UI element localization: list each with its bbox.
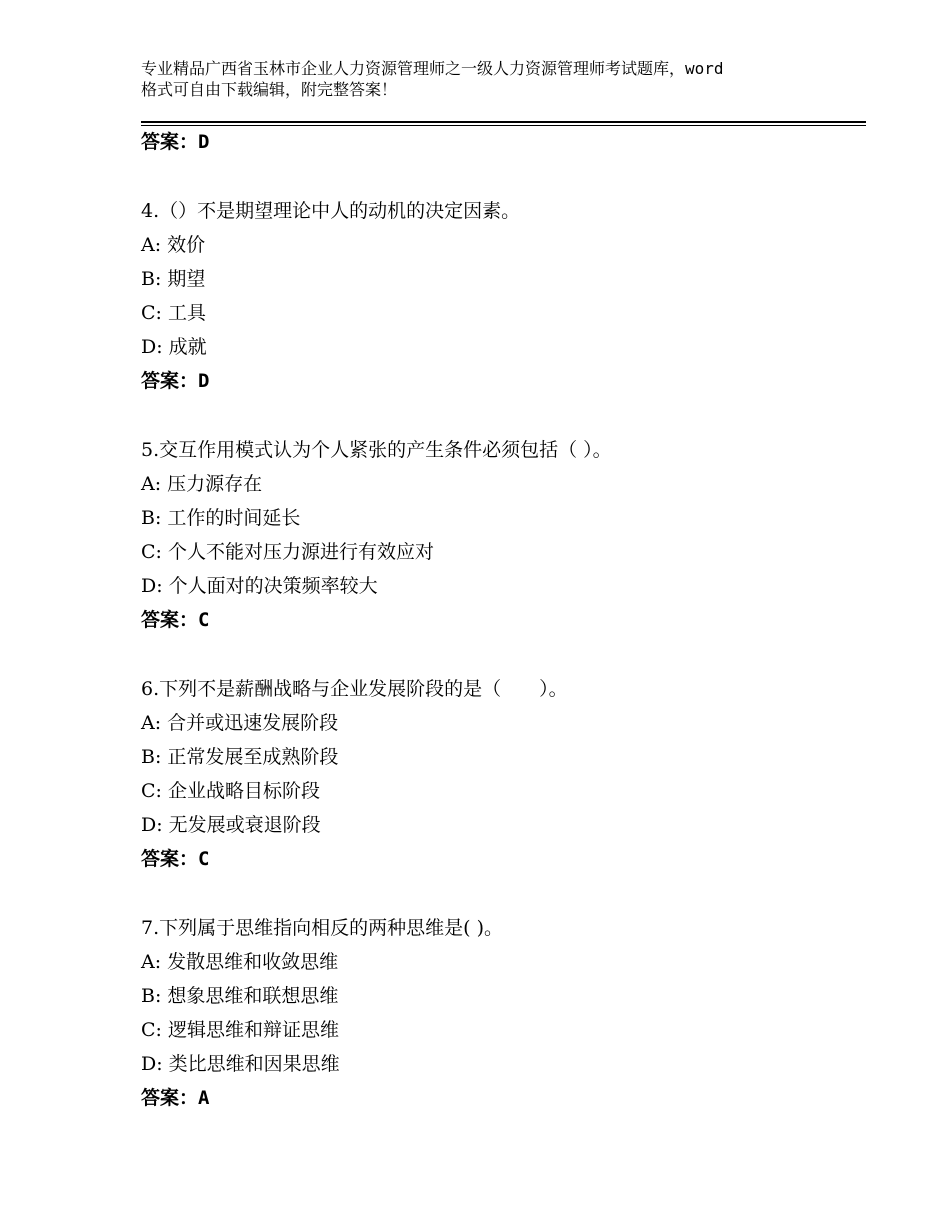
option-c: C: 企业战略目标阶段 — [141, 780, 320, 802]
question-stem: 4.（）不是期望理论中人的动机的决定因素。 — [141, 200, 521, 222]
question-4 — [141, 194, 861, 398]
header-title-line-1: 专业精品广西省玉林市企业人力资源管理师之一级人力资源管理师考试题库，word — [141, 59, 724, 78]
header-divider-thin — [141, 125, 866, 126]
answer-line — [141, 603, 861, 637]
option-d: D: 个人面对的决策频率较大 — [141, 575, 378, 597]
answer-label: 答案： — [141, 848, 199, 870]
option-b: B: 想象思维和联想思维 — [141, 985, 339, 1007]
question-stem: 6.下列不是薪酬战略与企业发展阶段的是（ ）。 — [141, 678, 568, 700]
answer-line — [141, 364, 861, 398]
option-a: A: 压力源存在 — [141, 473, 263, 495]
answer-line — [141, 842, 861, 876]
question-7 — [141, 911, 861, 1115]
document-header — [141, 58, 831, 100]
previous-answer — [141, 129, 209, 155]
answer-label: 答案： — [141, 609, 199, 631]
answer-value: D — [198, 131, 210, 153]
answer-label: 答案： — [141, 370, 199, 392]
option-d: D: 无发展或衰退阶段 — [141, 814, 321, 836]
option-b: B: 正常发展至成熟阶段 — [141, 746, 339, 768]
option-b: B: 工作的时间延长 — [141, 507, 301, 529]
answer-line — [141, 1081, 861, 1115]
answer-label: 答案： — [141, 131, 199, 153]
question-stem: 7.下列属于思维指向相反的两种思维是( )。 — [141, 917, 503, 939]
answer-value: C — [198, 609, 210, 631]
option-c: C: 工具 — [141, 302, 206, 324]
option-c: C: 逻辑思维和辩证思维 — [141, 1019, 339, 1041]
option-c: C: 个人不能对压力源进行有效应对 — [141, 541, 434, 563]
answer-label: 答案： — [141, 1087, 199, 1109]
header-title-line-2: 格式可自由下载编辑，附完整答案！ — [141, 80, 398, 99]
answer-value: C — [198, 848, 210, 870]
option-a: A: 合并或迅速发展阶段 — [141, 712, 339, 734]
option-a: A: 发散思维和收敛思维 — [141, 951, 339, 973]
header-divider-thick — [141, 121, 866, 123]
answer-value: D — [198, 370, 210, 392]
answer-value: A — [198, 1087, 210, 1109]
option-d: D: 类比思维和因果思维 — [141, 1053, 340, 1075]
question-5 — [141, 433, 861, 637]
option-a: A: 效价 — [141, 234, 206, 256]
option-d: D: 成就 — [141, 336, 207, 358]
question-stem: 5.交互作用模式认为个人紧张的产生条件必须包括（ ）。 — [141, 439, 612, 461]
question-6 — [141, 672, 861, 876]
option-b: B: 期望 — [141, 268, 206, 290]
